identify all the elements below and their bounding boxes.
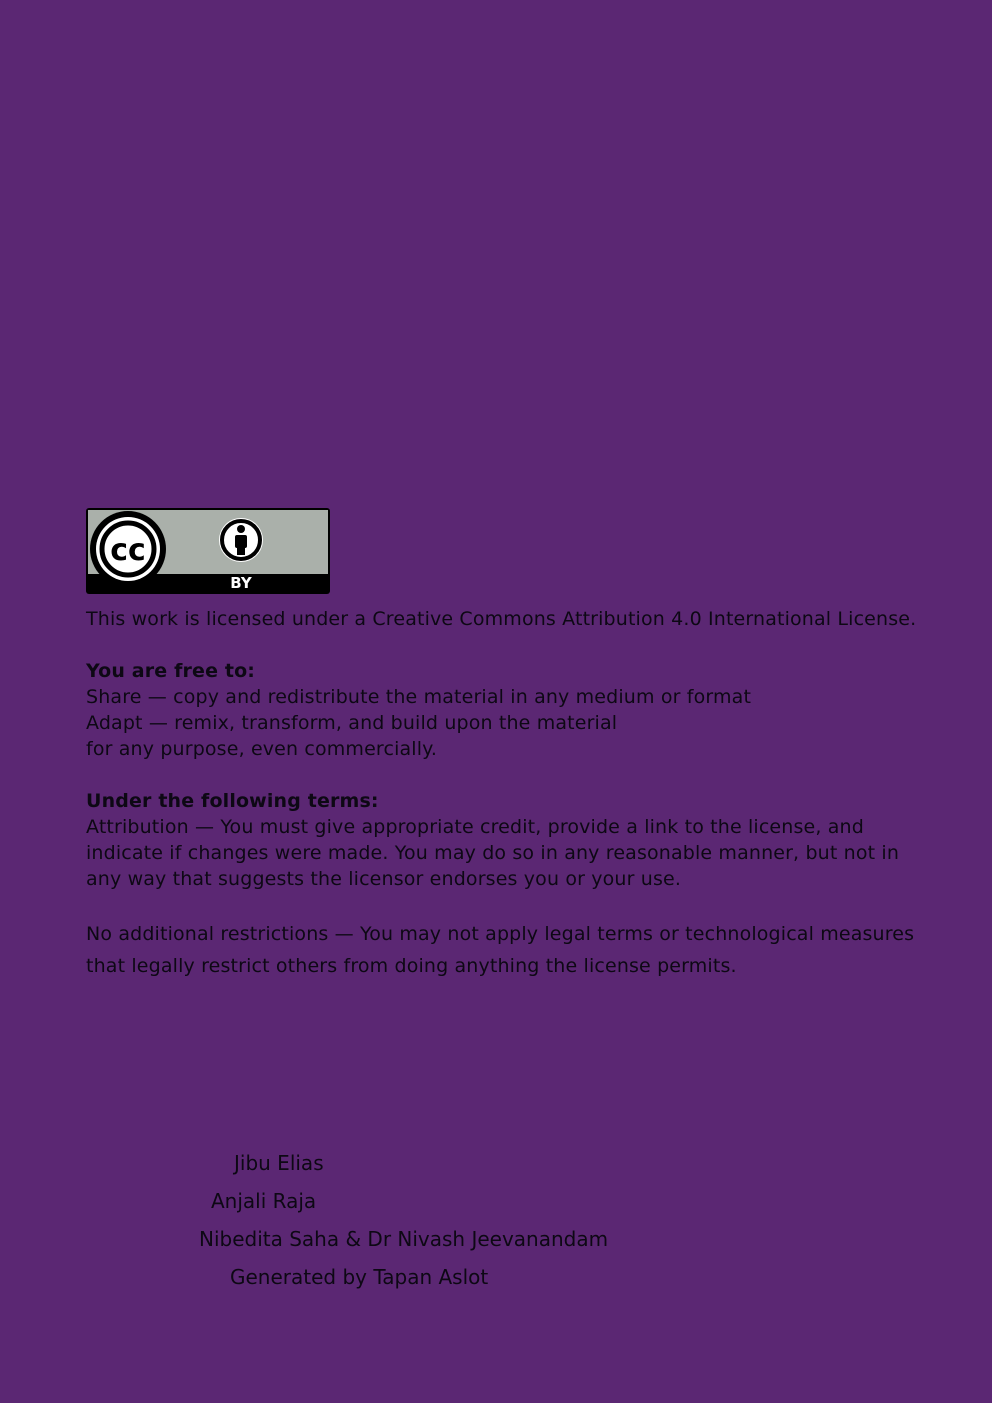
credit-row-editor: [86, 1182, 886, 1220]
license-statement: This work is licensed under a Creative Commons Attribution 4.0 International License.: [86, 608, 917, 630]
attribution-line-2: indicate if changes were made. You may do so in any reasonable manner, but not in: [86, 842, 900, 864]
credit-value: Nibedita Saha & Dr Nivash Jeevanandam: [199, 1227, 609, 1251]
free-to-heading: You are free to:: [86, 660, 256, 682]
credit-row-reviewer: [86, 1220, 886, 1258]
credit-row-author: [86, 1144, 886, 1182]
restrictions-line-2: that legally restrict others from doing anything the license permits.: [86, 955, 737, 977]
credit-value: Generated by Tapan Aslot: [230, 1265, 489, 1289]
cc-by-logo: [86, 508, 330, 594]
credits-section: [86, 1110, 886, 1296]
cc-by-badge: [86, 508, 330, 594]
by-text: BY: [230, 574, 252, 592]
purpose-text: for any purpose, even commercially.: [86, 738, 438, 760]
credits-title: [86, 1110, 886, 1144]
cc-text: cc: [110, 533, 146, 568]
share-term: Share — copy and redistribute the material in any medium or format: [86, 686, 752, 708]
attribution-line-1: Attribution — You must give appropriate credit, provide a link to the license, and: [86, 816, 864, 838]
adapt-term: Adapt — remix, transform, and build upon the material: [86, 712, 618, 734]
credit-value: Anjali Raja: [211, 1189, 317, 1213]
license-text: [86, 606, 926, 982]
terms-heading: Under the following terms:: [86, 790, 379, 812]
restrictions-line-1: No additional restrictions — You may not apply legal terms or technological measures: [86, 923, 915, 945]
attribution-person-icon: [219, 518, 263, 562]
attribution-line-3: any way that suggests the licensor endorses you or your use.: [86, 868, 682, 890]
credit-value: Jibu Elias: [234, 1151, 324, 1175]
credit-row-illustrations: [86, 1258, 886, 1296]
